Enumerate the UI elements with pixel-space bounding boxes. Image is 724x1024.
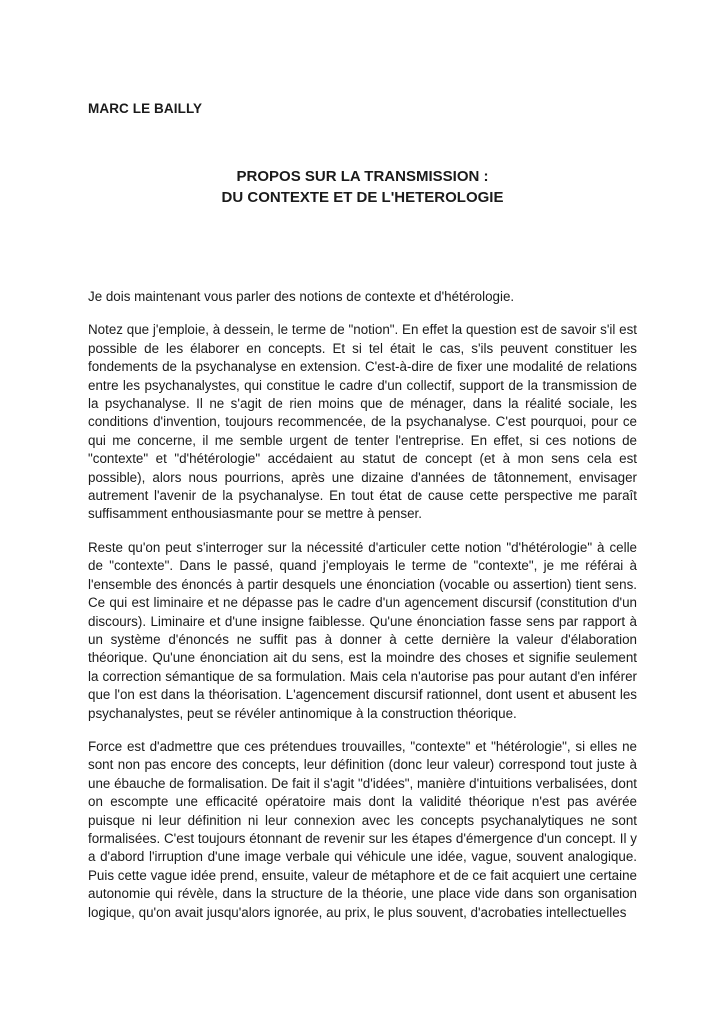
document-title: [88, 166, 637, 208]
paragraph: Je dois maintenant vous parler des notions de contexte et d'hétérologie.: [88, 289, 515, 304]
title-line-2: DU CONTEXTE ET DE L'HETEROLOGIE: [221, 189, 504, 206]
document-body: [88, 288, 637, 937]
paragraph: Reste qu'on peut s'interroger sur la nécessité d'articuler cette notion "d'hétérologie" à celle de "contexte". Dans le passé, quand j'employais le terme de "contexte", je me référai à l'ensemble des énoncés à partir desquels une énonciation (vocable ou assertion) tient sens. Ce qui est liminaire et ne dépasse pas le cadre d'un agencement discursif (constitution d'un discours). Liminaire et d'une insigne faiblesse. Qu'une énonciation fasse sens par rapport à un système d'énoncés ne suffit pas à donner à cette dernière la valeur d'élaboration théorique. Qu'une énonciation ait du sens, est la moindre des choses et signifie seulement la correction sémantique de sa formulation. Mais cela n'autorise pas pour autant d'en inférer que l'on est dans la théorisation. L'agencement discursif rationnel, dont usent et abusent les psychanalystes, peut se révéler antinomique à la construction théorique.: [88, 539, 637, 721]
author-name: MARC LE BAILLY: [88, 101, 203, 116]
paragraph: Notez que j'emploie, à dessein, le terme de "notion". En effet la question est de savoir s'il est possible de les élaborer en concepts. Et si tel était le cas, s'ils peuvent constituer les fondements de la psychanalyse en extension. C'est-à-dire de fixer une modalité de relations entre les psychanalystes, qui constitue le cadre d'un collectif, support de la transmission de la psychanalyse. Il ne s'agit de rien moins que de ménager, dans la réalité sociale, les conditions d'invention, toujours recommencée, de la psychanalyse. C'est pourquoi, pour ce qui me concerne, il me semble urgent de tenter l'entreprise. En effet, si ces notions de "contexte" et "d'hétérologie" accédaient au statut de concept (et à mon sens cela est possible), alors nous pourrions, après une dizaine d'années de tâtonnement, envisager autrement l'avenir de la psychanalyse. En tout état de cause cette perspective me paraît suffisamment enthousiasmante pour se mettre à penser.: [88, 322, 637, 522]
paragraph: Force est d'admettre que ces prétendues trouvailles, "contexte" et "hétérologie", si elles ne sont non pas encore des concepts, leur définition (donc leur valeur) correspond tout juste à une ébauche de formalisation. De fait il s'agit "d'idées", manière d'intuitions verbalisées, dont on escompte une efficacité opératoire mais dont la validité théorique n'est pas avérée puisque ni leur définition ni leur connexion avec les concepts psychanalytiques ne sont formalisées. C'est toujours étonnant de revenir sur les étapes d'émergence d'un concept. Il y a d'abord l'irruption d'une image verbale qui véhicule une idée, vague, souvent analogique. Puis cette vague idée prend, ensuite, valeur de métaphore et de ce fait acquiert une certaine autonomie qui révèle, dans la structure de la théorie, une place vide dans son organisation logique, qu'on avait jusqu'alors ignorée, au prix, le plus souvent, d'acrobaties intellectuelles: [88, 738, 637, 920]
title-line-1: PROPOS SUR LA TRANSMISSION :: [236, 168, 489, 185]
